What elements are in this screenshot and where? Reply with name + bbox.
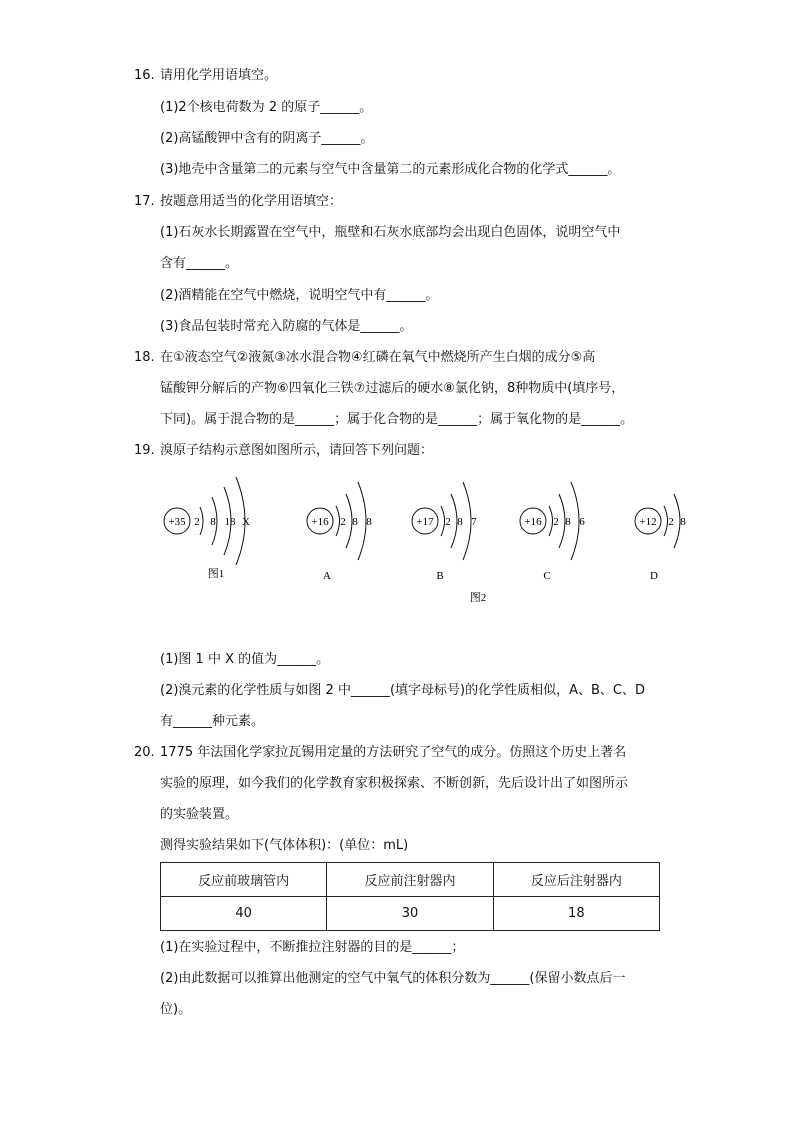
atom-c-shell-2: 8 xyxy=(565,516,571,528)
question-16-stem: 请用化学用语填空。 xyxy=(160,68,278,83)
fig1-shell-4: X xyxy=(242,516,250,528)
question-19-part-2: (2)溴元素的化学性质与如图 2 中______(填字母标号)的化学性质相似，A、B、C、D xyxy=(160,683,645,698)
question-20-part-2: (2)由此数据可以推算出他测定的空气中氧气的体积分数为______(保留小数点后一 xyxy=(160,971,626,986)
atom-b-shell-1: 2 xyxy=(445,516,451,528)
fig2-caption: 图2 xyxy=(469,592,487,604)
atom-a-shell-1: 2 xyxy=(340,516,346,528)
table-header-cell: 反应后注射器内 xyxy=(493,863,659,897)
atom-a-shell-2: 8 xyxy=(352,516,358,528)
question-18-line-1: 在①液态空气②液氮③冰水混合物④红磷在氧气中燃烧所产生白烟的成分⑤高 xyxy=(160,350,596,365)
atom-c-shell-3: 6 xyxy=(579,516,585,528)
question-20-number: 20. xyxy=(134,745,155,760)
table-cell: 18 xyxy=(493,897,659,931)
fig1-caption: 图1 xyxy=(207,568,225,580)
question-20-line-1: 1775 年法国化学家拉瓦锡用定量的方法研究了空气的成分。仿照这个历史上著名 xyxy=(160,745,627,760)
atom-b-shell-2: 8 xyxy=(457,516,463,528)
atom-c-label: C xyxy=(543,570,551,582)
question-20-line-4: 测得实验结果如下(气体体积)：(单位：mL) xyxy=(160,838,409,853)
table-header-cell: 反应前玻璃管内 xyxy=(161,863,327,897)
atom-d-nucleus: +12 xyxy=(639,516,657,528)
question-17-number: 17. xyxy=(134,194,155,209)
table-header-row xyxy=(161,863,660,897)
atom-a-shell-3: 8 xyxy=(366,516,372,528)
atom-b-label: B xyxy=(436,570,444,582)
atom-d-label: D xyxy=(650,570,658,582)
question-16-part-1: (1)2个核电荷数为 2 的原子______。 xyxy=(160,100,373,115)
atom-d-diagram xyxy=(635,494,686,548)
question-17-part-3: (3)食品包装时常充入防腐的气体是______。 xyxy=(160,319,413,334)
atom-a-diagram xyxy=(307,482,372,560)
question-17-part-2: (2)酒精能在空气中燃烧，说明空气中有______。 xyxy=(160,288,439,303)
atom-b-nucleus: +17 xyxy=(416,516,434,528)
question-19-stem: 溴原子结构示意图如图所示，请回答下列问题： xyxy=(160,443,434,458)
question-20-line-3: 的实验装置。 xyxy=(160,807,239,822)
bromine-atom-diagram xyxy=(164,477,250,565)
atom-c-nucleus: +16 xyxy=(524,516,542,528)
question-18-number: 18. xyxy=(134,350,155,365)
atom-b-diagram xyxy=(412,482,477,560)
atom-c-shell-1: 2 xyxy=(553,516,559,528)
results-table xyxy=(160,862,660,931)
question-20-part-1: (1)在实验过程中，不断推拉注射器的目的是______； xyxy=(160,940,465,955)
question-17-stem: 按题意用适当的化学用语填空： xyxy=(160,194,343,209)
question-16-part-2: (2)高锰酸钾中含有的阴离子______。 xyxy=(160,131,374,146)
fig1-nucleus: +35 xyxy=(168,516,186,528)
atom-d-shell-1: 2 xyxy=(668,516,674,528)
atom-a-nucleus: +16 xyxy=(311,516,329,528)
question-19-part-2-cont: 有______种元素。 xyxy=(160,714,265,729)
question-17-part-1: (1)石灰水长期露置在空气中，瓶壁和石灰水底部均会出现白色固体，说明空气中 xyxy=(160,225,621,240)
fig1-shell-3: 18 xyxy=(224,516,236,528)
question-19-part-1: (1)图 1 中 X 的值为______。 xyxy=(160,652,330,667)
fig1-shell-2: 8 xyxy=(210,516,216,528)
question-20-line-2: 实验的原理，如今我们的化学教育家积极探索、不断创新，先后设计出了如图所示 xyxy=(160,776,629,791)
atom-d-shell-2: 8 xyxy=(680,516,686,528)
question-19-number: 19. xyxy=(134,443,155,458)
question-16-number: 16. xyxy=(134,68,155,83)
atom-structure-figure xyxy=(0,470,794,620)
question-16-part-3: (3)地壳中含量第二的元素与空气中含量第二的元素形成化合物的化学式______。 xyxy=(160,162,621,177)
question-18-line-2: 锰酸钾分解后的产物⑥四氧化三铁⑦过滤后的硬水⑧氯化钠，8种物质中(填序号， xyxy=(160,381,625,396)
atom-c-diagram xyxy=(520,482,585,560)
table-cell: 40 xyxy=(161,897,327,931)
table-cell: 30 xyxy=(327,897,493,931)
table-row xyxy=(161,897,660,931)
question-17-part-1-cont: 含有______。 xyxy=(160,256,239,271)
table-header-cell: 反应前注射器内 xyxy=(327,863,493,897)
atom-b-shell-3: 7 xyxy=(471,516,477,528)
question-20-part-2-cont: 位)。 xyxy=(160,1002,192,1017)
atom-a-label: A xyxy=(323,570,331,582)
fig1-shell-1: 2 xyxy=(194,516,200,528)
question-18-line-3: 下同)。属于混合物的是______；属于化合物的是______；属于氧化物的是______。 xyxy=(160,412,634,427)
